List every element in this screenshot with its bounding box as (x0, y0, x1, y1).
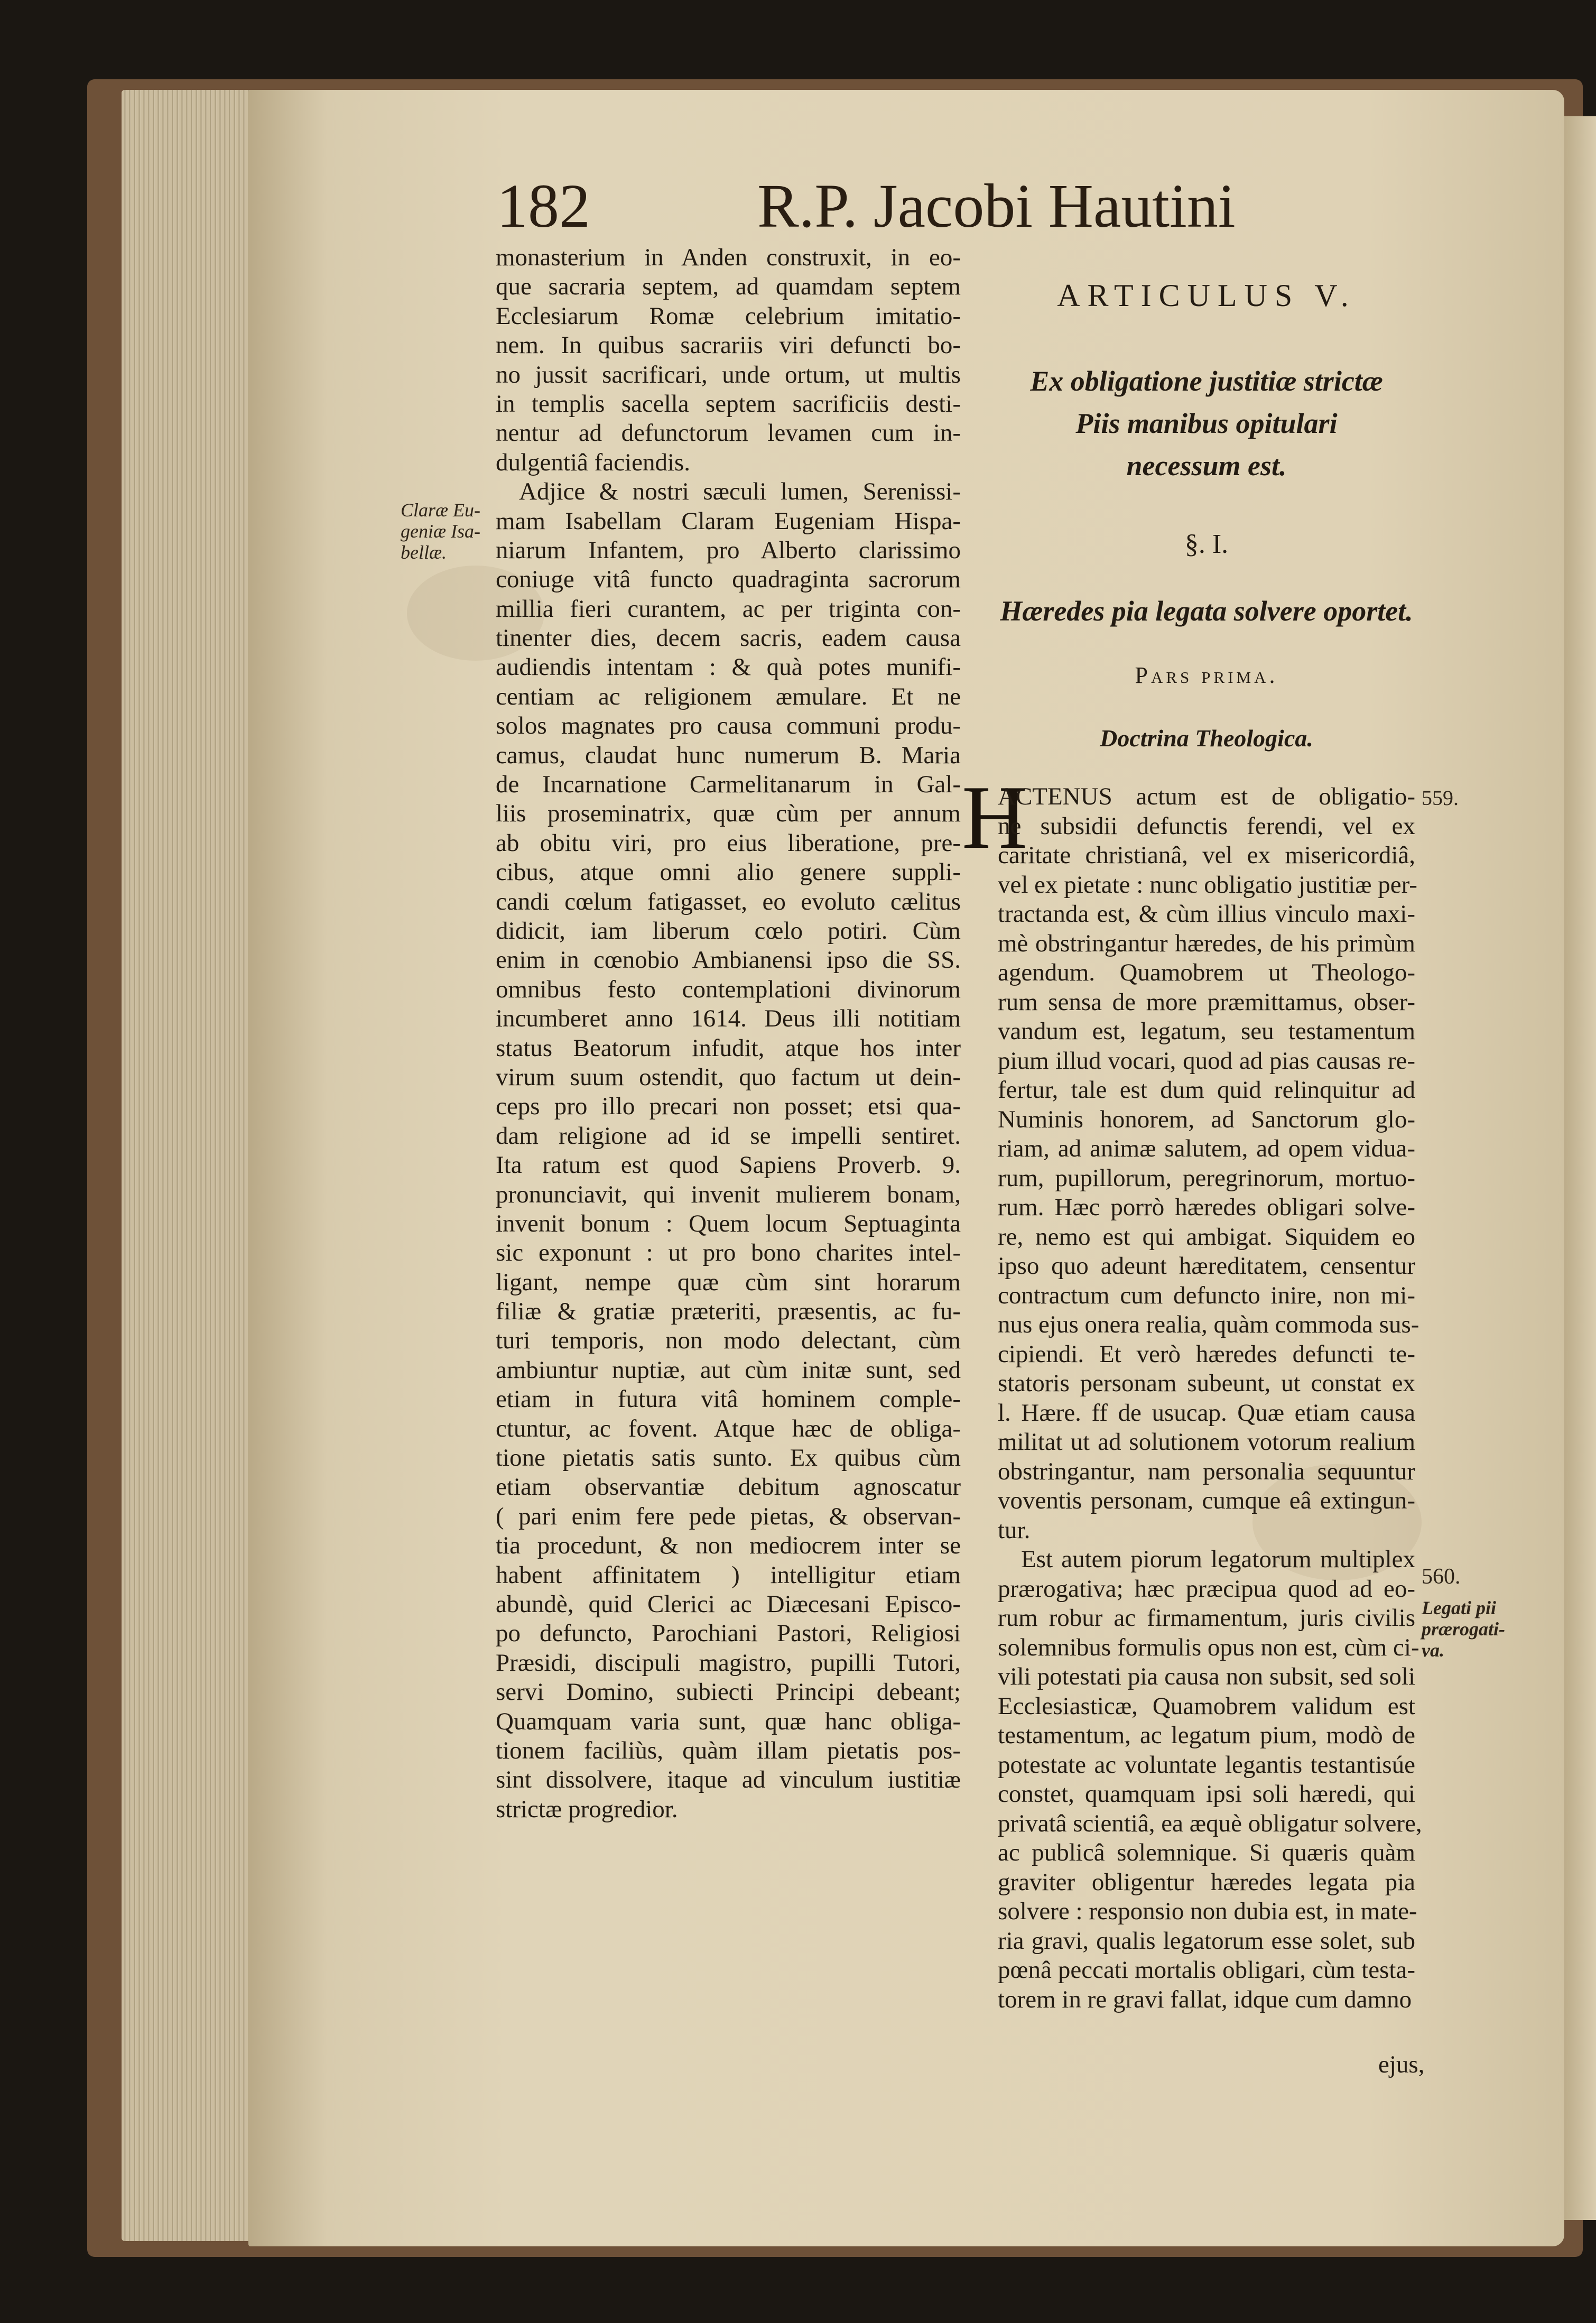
text-line: tractanda est, & cùm illius vinculo maxi- (998, 900, 1415, 928)
text-line: millia fieri curantem, ac per triginta con- (496, 595, 961, 623)
text-line: rum sensa de more præmittamus, obser- (998, 988, 1415, 1016)
text-line: ipso quo adeunt hæreditatem, censentur (998, 1252, 1415, 1280)
text-line: dam religione ad id se impelli sentiret. (496, 1122, 961, 1150)
text-line: ne subsidii defunctis ferendi, vel ex (998, 812, 1415, 840)
text-line: turi temporis, non modo delectant, cùm (496, 1327, 961, 1355)
text-line: agendum. Quamobrem ut Theologo- (998, 959, 1415, 986)
left-column (496, 243, 961, 1824)
text-line: mè obstringantur hæredes, de his primùm (998, 929, 1415, 957)
section-number: §. I. (1184, 529, 1229, 559)
text-line: Est autem piorum legatorum multiplex (1021, 1545, 1415, 1573)
text-line: no jussit sacrificari, unde ortum, ut multis (496, 360, 961, 388)
text-line: militat ut ad solutionem votorum realium (998, 1428, 1415, 1456)
text-line: Adjice & nostri sæculi lumen, Serenissi- (519, 478, 961, 506)
text-line: rum. Hæc porrò hæredes obligari solve- (998, 1193, 1415, 1221)
text-line: tionem faciliùs, quàm illam pietatis pos- (496, 1736, 961, 1764)
text-line: testamentum, ac legatum pium, modò de (998, 1722, 1415, 1749)
text-line: ( pari enim fere pede pietas, & observan- (496, 1502, 961, 1530)
text-line: filiæ & gratiæ præteriti, præsentis, ac fu- (496, 1298, 961, 1326)
right-column (998, 782, 1422, 2014)
margin-note-legati (1422, 1597, 1505, 1661)
text-line: po defuncto, Parochiani Pastori, Religiosi (496, 1619, 961, 1648)
text-line: ligant, nempe quæ cùm sint horarum (496, 1268, 961, 1296)
text-line: prærogativa; hæc præcipua quod ad eo- (998, 1575, 1415, 1603)
text-line: centiam ac religionem æmulare. Et ne (496, 682, 961, 710)
text-line: rum, pupillorum, peregrinorum, mortuo- (998, 1164, 1415, 1192)
margin-line: va. (1422, 1640, 1444, 1661)
page-number: 182 (497, 171, 590, 240)
margin-number-559: 559. (1422, 786, 1459, 810)
text-line: mam Isabellam Claram Eugeniam Hispa- (496, 507, 961, 535)
text-line: potestate ac voluntate legantis testantisúe (998, 1751, 1415, 1779)
article-subtitle-line: Ex obligatione justitiæ strictæ (1030, 365, 1383, 397)
article-subtitle-line: Piis manibus opitulari (1075, 408, 1338, 439)
text-line: solos magnates pro causa communi produ- (496, 712, 961, 740)
text-line: Ecclesiasticæ, Quamobrem validum est (998, 1692, 1415, 1720)
text-line: Quamquam varia sunt, quæ hanc obliga- (496, 1707, 961, 1735)
text-line: de Incarnatione Carmelitanarum in Gal- (496, 771, 961, 799)
text-line: sint dissolvere, itaque ad vinculum iustitiæ (496, 1766, 961, 1794)
margin-line: bellæ. (401, 542, 447, 563)
text-line: pium illud vocari, quod ad pias causas re- (998, 1047, 1415, 1075)
text-line: omnibus festo contemplationi divinorum (496, 975, 961, 1003)
text-line: l. Hære. ff de usucap. Quæ etiam causa (998, 1399, 1415, 1427)
text-line: servi Domino, subiecti Principi debeant; (496, 1678, 961, 1706)
text-line: rum robur ac firmamentum, juris civilis (998, 1604, 1415, 1632)
text-line: nentur ad defunctorum levamen cum in- (496, 419, 961, 447)
text-line: etiam observantiæ debitum agnoscatur (496, 1473, 961, 1501)
running-head (497, 166, 1268, 246)
margin-number-560: 560. (1422, 1565, 1461, 1589)
text-line: habent affinitatem ) intelligitur etiam (496, 1561, 961, 1589)
text-line: camus, claudat hunc numerum B. Maria (496, 741, 961, 769)
margin-line: geniæ Isa- (401, 521, 480, 542)
text-line: constet, quamquam ipsi soli hæredi, qui (998, 1780, 1415, 1808)
text-line: contractum cum defuncto inire, non mi- (998, 1281, 1415, 1309)
text-line: ACTENUS actum est de obligatio- (998, 783, 1415, 810)
text-line: solvere : responsio non dubia est, in mate- (998, 1898, 1417, 1925)
catchword: ejus, (1378, 2051, 1425, 2078)
text-line: tia procedunt, & non mediocrem inter se (496, 1532, 961, 1560)
text-line: ceps pro illo precari non posset; etsi qua- (496, 1093, 961, 1121)
text-line: status Beatorum infudit, atque hos inter (496, 1034, 961, 1062)
text-line: pronunciavit, qui invenit mulierem bonam, (496, 1180, 961, 1208)
text-line: riam, ad animæ salutem, ad opem vidua- (998, 1135, 1415, 1162)
text-line: Ecclesiarum Romæ celebrium imitatio- (496, 302, 961, 330)
text-line: solemnibus formulis opus non est, cùm ci- (998, 1633, 1419, 1661)
text-line: vandum est, legatum, seu testamentum (998, 1017, 1415, 1045)
article-heading: ARTICULUS V. (1057, 278, 1356, 313)
text-line: graviter obligentur hæredes legata pia (998, 1868, 1415, 1896)
text-line: vili potestati pia causa non subsit, sed soli (998, 1663, 1415, 1690)
text-line: Præsidi, discipuli magistro, pupilli Tutori, (496, 1649, 961, 1677)
margin-note-claræ (401, 499, 480, 563)
text-line: ambiuntur nuptiæ, aut cùm initæ sunt, sed (496, 1356, 961, 1384)
text-line: enim in cœnobio Ambianensi ipso die SS. (496, 946, 961, 974)
text-line: cibus, atque omni alio genere suppli- (496, 858, 961, 886)
doctrina-heading: Doctrina Theologica. (1100, 725, 1313, 752)
text-line: tione pietatis satis sunto. Ex quibus cùm (496, 1444, 961, 1472)
text-line: pœnâ peccati mortalis obligari, cùm testa- (998, 1956, 1415, 1984)
margin-line: Claræ Eu- (401, 499, 481, 521)
text-line: ctuntur, ac fovent. Atque hæc de obliga- (496, 1414, 961, 1442)
text-line: Ita ratum est quod Sapiens Proverb. 9. (496, 1151, 961, 1179)
text-line: abundè, quid Clerici ac Diæcesani Episco- (496, 1590, 961, 1618)
text-line: voventis personam, cumque eâ extingun- (998, 1487, 1415, 1514)
text-line: monasterium in Anden construxit, in eo- (496, 244, 961, 271)
text-line: audiendis intentam : & quà potes munifi- (496, 653, 961, 681)
text-line: que sacraria septem, ad quamdam septem (496, 273, 961, 301)
text-line: nus ejus onera realia, quàm commoda sus- (998, 1311, 1419, 1338)
text-line: torem in re gravi fallat, idque cum damno (998, 1985, 1412, 2013)
text-line: strictæ progredior. (496, 1795, 678, 1823)
text-line: in templis sacella septem sacrificiis desti- (496, 390, 961, 418)
text-line: privatâ scientiâ, ea æquè obligatur solvere, (998, 1809, 1422, 1837)
text-line: coniuge vitâ functo quadraginta sacrorum (496, 566, 961, 594)
text-line: invenit bonum : Quem locum Septuaginta (496, 1209, 961, 1237)
text-line: re, nemo est qui ambigat. Siquidem eo (998, 1223, 1415, 1251)
text-line: virum suum ostendit, quo factum ut dein- (496, 1063, 961, 1091)
text-line: liis proseminatrix, quæ cùm per annum (496, 800, 961, 828)
text-line: ria gravi, qualis legatorum esse solet, sub (998, 1927, 1415, 1955)
text-line: ac publicâ solemnique. Si quæris quàm (998, 1839, 1415, 1866)
text-line: tinenter dies, decem sacris, eadem causa (496, 624, 961, 652)
running-title: R.P. Jacobi Hautini (757, 171, 1236, 240)
text-line: etiam in futura vitâ hominem comple- (496, 1385, 961, 1413)
text-line: dulgentiâ faciendis. (496, 448, 691, 476)
text-line: vel ex pietate : nunc obligatio justitiæ per- (998, 871, 1417, 899)
text-line: Numinis honorem, ad Sanctorum glo- (998, 1105, 1415, 1133)
text-line: statoris personam subeunt, ut constat ex (998, 1369, 1415, 1397)
section-title: Hæredes pia legata solvere oportet. (1000, 595, 1413, 627)
text-line: sic exponunt : ut pro bono charites intel- (496, 1239, 961, 1267)
article-subtitle-line: necessum est. (1126, 450, 1287, 482)
text-line: cipiendi. Et verò hæredes defuncti te- (998, 1340, 1415, 1368)
text-line: candi cœlum fatigasset, eo evoluto cælitus (496, 887, 961, 915)
text-line: ab obitu viri, pro eius liberatione, pre- (496, 829, 961, 857)
text-line: tur. (998, 1516, 1031, 1544)
text-line: didicit, iam liberum cœlo potiri. Cùm (496, 917, 961, 945)
text-line: incumberet anno 1614. Deus illi notitiam (496, 1005, 961, 1033)
margin-line: prærogati- (1422, 1618, 1506, 1640)
text-line: obstringantur, nam personalia sequuntur (998, 1457, 1415, 1485)
drop-cap-initial: H (962, 767, 1028, 868)
text-line: caritate christianâ, vel ex misericordiâ, (998, 841, 1415, 869)
part-heading: Pars prima. (1135, 662, 1278, 688)
text-line: niarum Infantem, pro Alberto clarissimo (496, 536, 961, 564)
text-line: nem. In quibus sacrariis viri defuncti bo- (496, 331, 961, 359)
margin-line: Legati pii (1422, 1597, 1496, 1618)
text-line: fertur, tale est dum quid relinquitur ad (998, 1076, 1415, 1104)
